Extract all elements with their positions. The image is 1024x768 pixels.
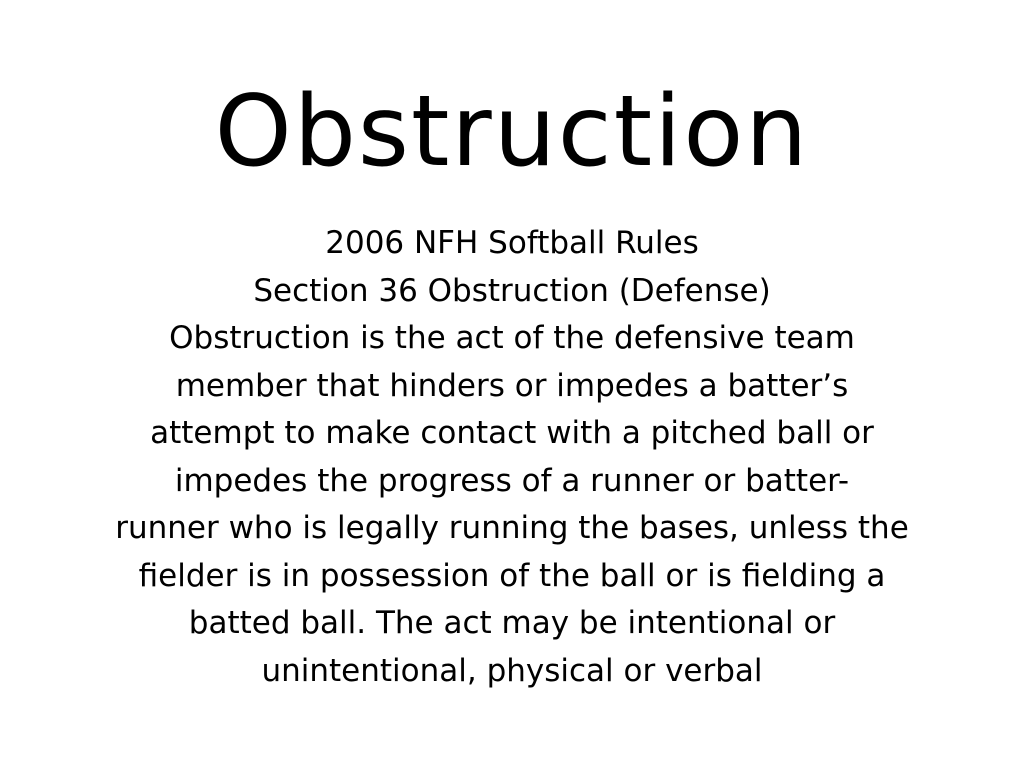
definition-line: fielder is in possession of the ball or is fielding a: [138, 557, 886, 594]
definition-line: batted ball. The act may be intentional or: [188, 605, 836, 641]
obstruction-definition: [36, 315, 988, 695]
definition-line: attempt to make contact with a pitched ball or: [150, 415, 874, 451]
definition-line: unintentional, physical or verbal: [261, 652, 763, 689]
section-reference: Section 36 Obstruction (Defense): [253, 272, 771, 309]
definition-line: impedes the progress of a runner or batter-: [174, 462, 850, 499]
slide-body: [36, 220, 988, 695]
definition-line: runner who is legally running the bases, unless the: [115, 510, 909, 546]
slide-title: Obstruction: [214, 75, 810, 189]
rulebook-reference: 2006 NFH Softball Rules: [325, 225, 699, 261]
definition-line: member that hinders or impedes a batter’s: [175, 367, 849, 404]
definition-line: Obstruction is the act of the defensive team: [169, 320, 855, 356]
